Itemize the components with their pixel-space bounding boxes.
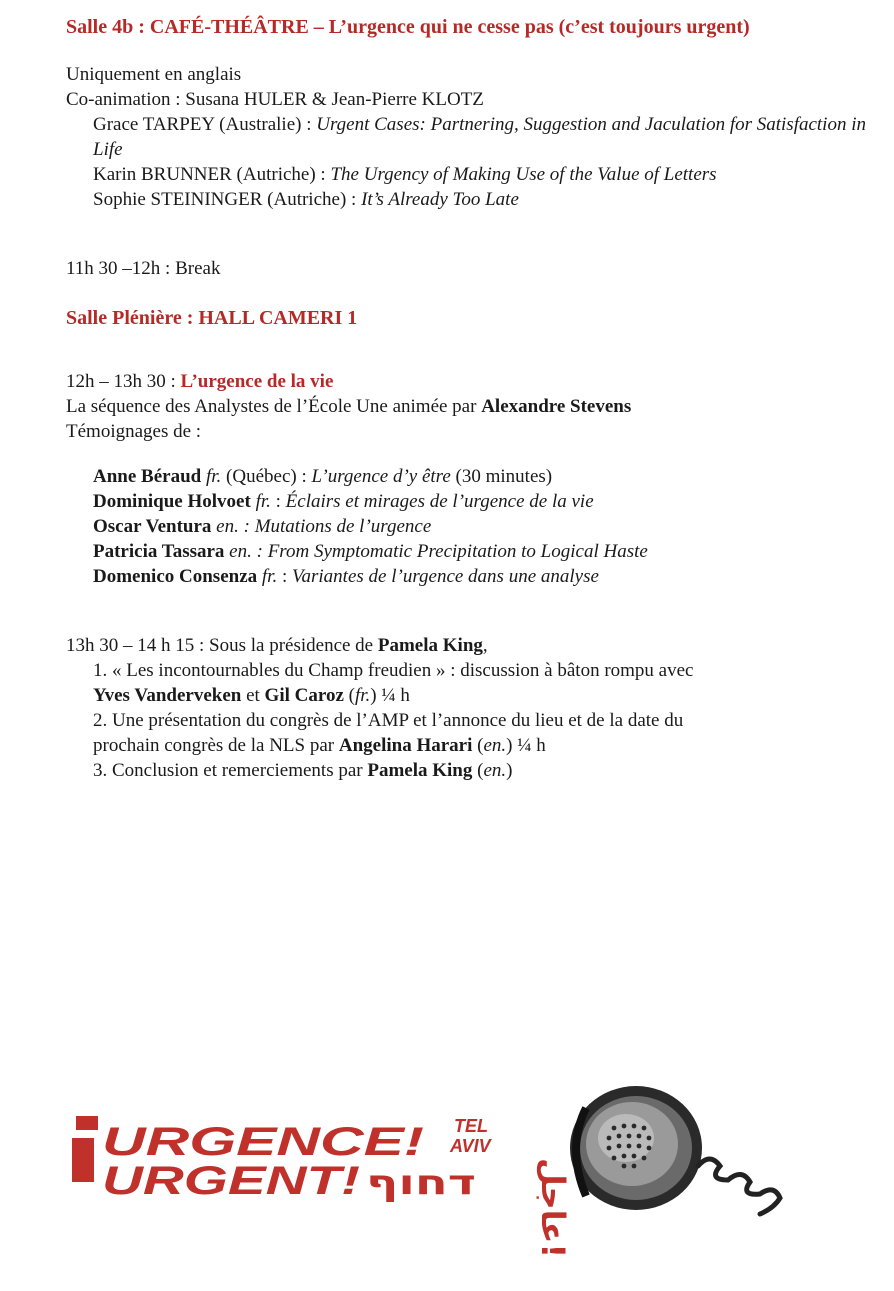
testimony-title: Éclairs et mirages de l’urgence de la vie bbox=[285, 491, 594, 512]
testimony-entry bbox=[66, 514, 866, 539]
punctuation: ) bbox=[506, 760, 513, 781]
closing-president: Pamela King bbox=[377, 635, 483, 656]
punctuation: ( bbox=[472, 735, 484, 756]
closing-item-2-text: prochain congrès de la NLS par bbox=[93, 735, 339, 756]
testimony-lang: en. : bbox=[211, 516, 255, 537]
duration: ) ¼ h bbox=[506, 735, 546, 756]
testimony-note: (30 minutes) bbox=[450, 466, 553, 487]
coanimation-label: Co-animation : bbox=[66, 89, 186, 110]
congress-logo bbox=[66, 1088, 826, 1259]
session-time: 12h – 13h 30 : bbox=[66, 371, 181, 392]
testimony-origin: (Québec) : bbox=[221, 466, 312, 487]
closing-item-3-text: 3. Conclusion et remerciements par bbox=[93, 760, 368, 781]
testimony-name: Dominique Holvoet bbox=[93, 491, 251, 512]
testimony-lang: fr. bbox=[201, 466, 222, 487]
logo-exclamation-bar bbox=[72, 1138, 94, 1182]
session-title-line bbox=[66, 369, 866, 394]
talk-entry bbox=[66, 112, 866, 162]
talk-speaker: Sophie STEININGER (Autriche) : bbox=[93, 189, 362, 210]
talk-title: The Urgency of Making Use of the Value of Letters bbox=[330, 164, 717, 185]
testimony-title: Variantes de l’urgence dans une analyse bbox=[292, 566, 599, 587]
punctuation: ( bbox=[472, 760, 484, 781]
talk-entry bbox=[66, 162, 866, 187]
conjunction: et bbox=[241, 685, 265, 706]
testimony-lang: fr. bbox=[257, 566, 278, 587]
sequence-host: Alexandre Stevens bbox=[481, 396, 632, 417]
program-page bbox=[66, 14, 866, 783]
logo-arabic: عاجل! bbox=[534, 1158, 572, 1259]
punctuation: , bbox=[482, 635, 488, 656]
logo-line-2: URGENT! bbox=[102, 1159, 360, 1203]
speaker-lang: fr. bbox=[354, 685, 371, 706]
talk-speaker: Grace TARPEY (Australie) : bbox=[93, 114, 317, 135]
speaker-name: Yves Vanderveken bbox=[93, 685, 242, 706]
logo-hebrew: דחוף bbox=[366, 1163, 476, 1203]
sequence-text: La séquence des Analystes de l’École Une animée par bbox=[66, 396, 482, 417]
closing-item-2-cont bbox=[66, 733, 866, 758]
language-note: Uniquement en anglais bbox=[66, 64, 242, 85]
coanimation-names: Susana HULER & Jean-Pierre KLOTZ bbox=[185, 89, 484, 110]
closing-item-3 bbox=[66, 758, 866, 783]
testimony-title: From Symptomatic Precipitation to Logical Haste bbox=[267, 541, 648, 562]
testimony-entry bbox=[66, 539, 866, 564]
speaker-name: Angelina Harari bbox=[338, 735, 473, 756]
punctuation: ( bbox=[343, 685, 355, 706]
speaker-name: Gil Caroz bbox=[264, 685, 344, 706]
talk-title: Urgent Cases: Partnering, Suggestion and Jaculation for Satisfaction in Life bbox=[93, 114, 866, 160]
testimony-title: Mutations de l’urgence bbox=[254, 516, 432, 537]
talk-speaker: Karin BRUNNER (Autriche) : bbox=[93, 164, 331, 185]
testimony-entry bbox=[66, 564, 866, 589]
session-title: L’urgence de la vie bbox=[180, 371, 334, 392]
testimony-entry bbox=[66, 489, 866, 514]
closing-item-1: 1. « Les incontournables du Champ freudien » : discussion à bâton rompu avec bbox=[93, 660, 694, 681]
logo-exclamation-bar bbox=[76, 1116, 98, 1130]
closing-item-2: 2. Une présentation du congrès de l’AMP et l’annonce du lieu et de la date du bbox=[93, 710, 684, 731]
section-heading-cafe-theatre: Salle 4b : CAFÉ-THÉÂTRE – L’urgence qui ne cesse pas (c’est toujours urgent) bbox=[66, 16, 750, 38]
telephone-icon bbox=[570, 1086, 780, 1214]
testimony-entry bbox=[66, 464, 866, 489]
testimonies-label: Témoignages de : bbox=[66, 421, 202, 442]
sequence-line bbox=[66, 394, 866, 419]
speaker-name: Pamela King bbox=[367, 760, 473, 781]
testimony-name: Domenico Consenza bbox=[93, 566, 258, 587]
testimony-origin: : bbox=[277, 566, 292, 587]
testimony-title: L’urgence d’y être bbox=[311, 466, 451, 487]
section-heading-plenary: Salle Plénière : HALL CAMERI 1 bbox=[66, 307, 358, 329]
break-line: 11h 30 –12h : Break bbox=[66, 258, 221, 279]
closing-time: 13h 30 – 14 h 15 : Sous la présidence de bbox=[66, 635, 378, 656]
speaker-lang: en. bbox=[483, 735, 507, 756]
logo-city-line-1: TEL bbox=[454, 1116, 488, 1136]
closing-session-line bbox=[66, 633, 866, 658]
duration: ) ¼ h bbox=[370, 685, 410, 706]
logo-line-1: URGENCE! bbox=[102, 1120, 424, 1164]
closing-item-1-names bbox=[66, 683, 866, 708]
testimony-origin: : bbox=[270, 491, 286, 512]
testimony-lang: en. : bbox=[224, 541, 268, 562]
talk-entry bbox=[66, 187, 866, 212]
logo-city-line-2: AVIV bbox=[450, 1136, 491, 1156]
speaker-lang: en. bbox=[483, 760, 507, 781]
talk-title: It’s Already Too Late bbox=[361, 189, 519, 210]
testimony-name: Anne Béraud bbox=[93, 466, 202, 487]
testimony-lang: fr. bbox=[250, 491, 271, 512]
testimony-name: Oscar Ventura bbox=[93, 516, 212, 537]
coanimation-line bbox=[66, 87, 866, 112]
testimony-name: Patricia Tassara bbox=[93, 541, 225, 562]
